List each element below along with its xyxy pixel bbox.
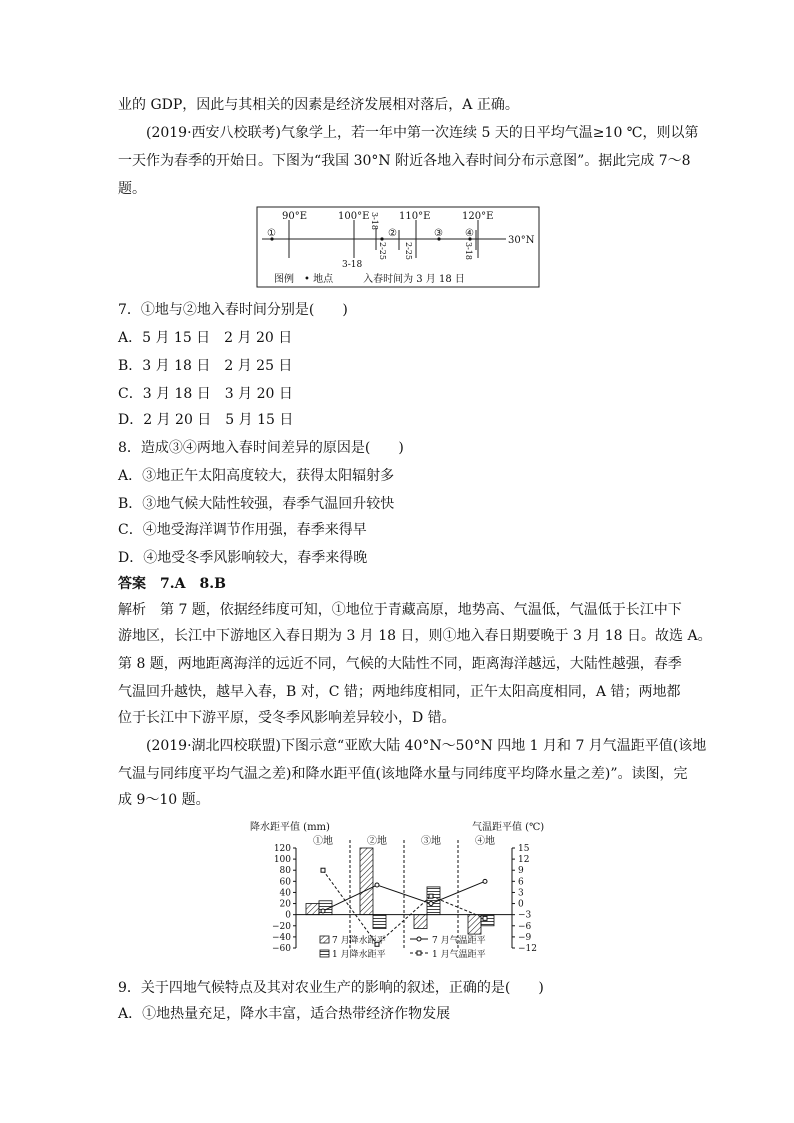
text-line: (2019·西安八校联考)气象学上，若一年中第一次连续 5 天的日平均气温≥10 ℃，则以第 <box>146 125 699 141</box>
question-7: 7．①地与②地入春时间分别是( ) <box>118 302 348 318</box>
right-tick-label: −6 <box>518 921 532 932</box>
left-tick-label: 60 <box>279 877 291 888</box>
right-tick-label: 9 <box>518 866 524 877</box>
explanation-line: 第 8 题，两地距离海洋的远近不同，气候的大陆性不同，距离海洋越远，大陆性越强，春季 <box>118 656 682 672</box>
left-tick-label: 80 <box>279 866 291 877</box>
anomaly-chart <box>250 818 560 970</box>
left-tick-label: −60 <box>272 944 291 954</box>
option: C．④地受海洋调节作用强，春季来得早 <box>118 522 367 538</box>
legend-marker <box>417 951 421 955</box>
answer: 答案 7.A 8.B <box>118 576 226 592</box>
legend-label: 7 月降水距平 <box>332 936 386 946</box>
point-label: ② <box>388 228 397 239</box>
iso-label: 2-25 <box>404 242 413 260</box>
point-label: ③ <box>434 228 443 239</box>
right-axis-title: 气温距平值 (℃) <box>472 822 545 833</box>
option: A．③地正午太阳高度较大，获得太阳辐射多 <box>118 468 395 484</box>
right-tick-label: 6 <box>518 877 524 888</box>
option: D．2 月 20 日 5 月 15 日 <box>118 412 294 428</box>
text-line: 题。 <box>118 181 146 197</box>
option: C．3 月 18 日 3 月 20 日 <box>118 386 293 402</box>
category-label: ①地 <box>313 836 333 847</box>
category-label: ③地 <box>421 836 441 847</box>
line-point <box>321 868 325 872</box>
text-line: 成 9～10 题。 <box>118 792 210 808</box>
question-8: 8．造成③④两地入春时间差异的原因是( ) <box>118 440 404 456</box>
text-line: 业的 GDP，因此与其相关的因素是经济发展相对落后，A 正确。 <box>118 97 519 113</box>
left-tick-label: −40 <box>272 932 291 943</box>
legend-marker <box>417 937 421 941</box>
legend-label: 1 月降水距平 <box>332 950 386 960</box>
map-legend: 图例 • 地点 入春时间为 3 月 18 日 <box>274 274 465 285</box>
left-axis-title: 降水距平值 (mm) <box>250 822 330 833</box>
legend-swatch <box>320 950 329 957</box>
iso-label: 3-18 <box>342 260 363 270</box>
right-tick-label: 15 <box>518 844 530 854</box>
right-tick-label: −9 <box>518 932 532 943</box>
text-line: 气温与同纬度平均气温之差)和降水距平值(该地降水量与同纬度平均降水量之差)”。读图，完 <box>118 766 688 782</box>
text-line: 一天作为春季的开始日。下图为“我国 30°N 附近各地入春时间分布示意图”。据此完成 7～8 <box>118 153 691 169</box>
left-tick-label: 20 <box>279 899 291 910</box>
bar <box>373 915 386 929</box>
line-point <box>375 883 379 887</box>
option: B．③地气候大陆性较强，春季气温回升较快 <box>118 496 395 512</box>
option: A．①地热量充足，降水丰富，适合热带经济作物发展 <box>118 1006 451 1022</box>
iso-label: 3-18 <box>464 242 473 260</box>
right-tick-label: −12 <box>518 944 537 954</box>
right-tick-label: 0 <box>518 899 524 910</box>
line-point <box>483 916 487 920</box>
lat-label: 30°N <box>508 235 535 246</box>
lon-label: 100°E <box>338 211 370 222</box>
bar <box>306 904 319 915</box>
left-tick-label: −20 <box>272 921 291 932</box>
question-9: 9．关于四地气候特点及其对农业生产的影响的叙述，正确的是( ) <box>118 980 544 996</box>
lon-label: 120°E <box>462 211 494 222</box>
right-tick-label: 12 <box>518 855 530 866</box>
point-label: ④ <box>465 228 474 239</box>
iso-label: 3-18 <box>370 212 379 230</box>
explanation-line: 位于长江中下游平原，受冬季风影响差异较小，D 错。 <box>118 710 456 726</box>
explanation-line: 气温回升越快，越早入春，B 对，C 错；两地纬度相同，正午太阳高度相同，A 错；两地都 <box>118 684 681 700</box>
line-point <box>429 894 433 898</box>
left-tick-label: 0 <box>285 910 291 921</box>
bar <box>360 848 373 915</box>
spring-onset-map <box>256 206 546 290</box>
bar <box>414 915 427 929</box>
line-point <box>321 909 325 913</box>
left-tick-label: 40 <box>279 888 291 899</box>
left-tick-label: 120 <box>273 844 291 854</box>
lon-label: 110°E <box>399 211 431 222</box>
right-tick-label: 3 <box>518 888 524 899</box>
lon-label: 90°E <box>282 211 308 222</box>
right-tick-label: −3 <box>518 910 532 921</box>
text-line: (2019·湖北四校联盟)下图示意“亚欧大陆 40°N～50°N 四地 1 月和 7 月气温距平值(该地 <box>146 738 707 754</box>
line-point <box>483 879 487 883</box>
legend-swatch <box>320 936 329 943</box>
category-label: ④地 <box>475 836 495 847</box>
option: A．5 月 15 日 2 月 20 日 <box>118 330 293 346</box>
explanation-line: 游地区，长江中下游地区入春日期为 3 月 18 日，则①地入春日期要晚于 3 月 18 日。故选 A。 <box>118 628 712 644</box>
point-label: ① <box>267 228 276 239</box>
line-point <box>429 902 433 906</box>
option: B．3 月 18 日 2 月 25 日 <box>118 358 293 374</box>
iso-label: 2-25 <box>378 242 387 260</box>
option: D．④地受冬季风影响较大，春季来得晚 <box>118 550 368 566</box>
left-tick-label: 100 <box>273 855 291 866</box>
category-label: ②地 <box>367 836 387 847</box>
bar <box>468 915 481 934</box>
explanation-line: 解析 第 7 题，依据经纬度可知，①地位于青藏高原，地势高、气温低，气温低于长江中下 <box>118 602 682 618</box>
legend-label: 1 月气温距平 <box>432 950 486 960</box>
legend-label: 7 月气温距平 <box>432 936 486 946</box>
